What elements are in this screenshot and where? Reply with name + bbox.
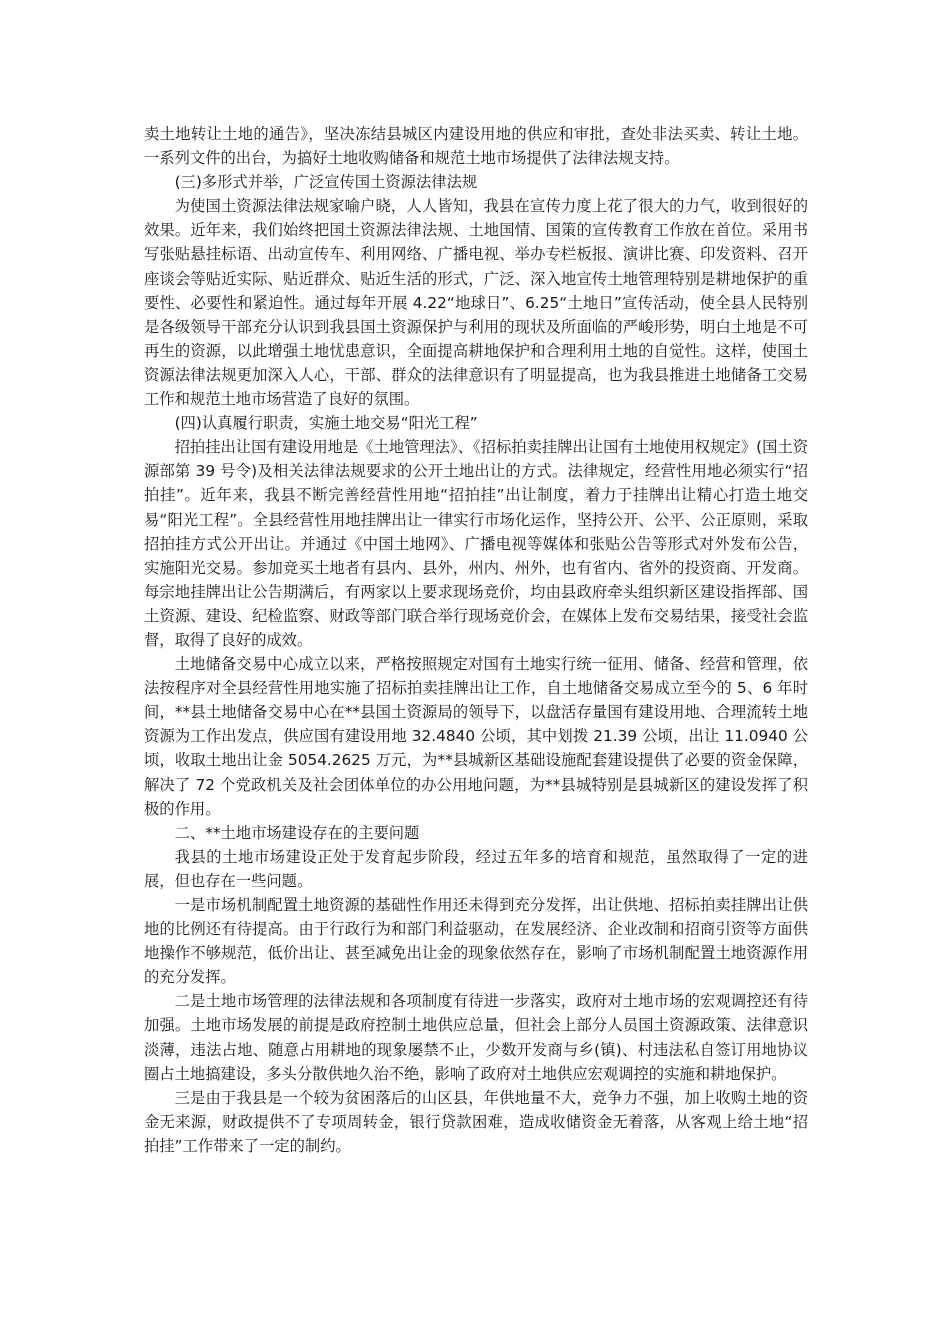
document-body <box>144 122 808 1158</box>
paragraph: 我县的土地市场建设正处于发育起步阶段，经过五年多的培育和规范，虽然取得了一定的进展，但也存在一些问题。 <box>144 847 808 890</box>
section-heading-3: (三)多形式并举，广泛宣传国土资源法律法规 <box>174 173 478 192</box>
paragraph: 一是市场机制配置土地资源的基础性作用还未得到充分发挥，出让供地、招标拍卖挂牌出让供地的比例还有待提高。由于行政行为和部门利益驱动，在发展经济、企业改制和招商引资等方面供地操作不够规范，低价出让、甚至减免出让金的现象依然存在，影响了市场机制配置土地资源作用的充分发挥。 <box>144 896 808 987</box>
paragraph-continuation: 卖土地转让土地的通告》，坚决冻结县城区内建设用地的供应和审批，查处非法买卖、转让土地。一系列文件的出台，为搞好土地收购储备和规范土地市场提供了法律法规支持。 <box>144 125 808 168</box>
paragraph: 土地储备交易中心成立以来，严格按照规定对国有土地实行统一征用、储备、经营和管理，依法按程序对全县经营性用地实施了招标拍卖挂牌出让工作，自土地储备交易成立至今的 5、6 年时间，**县土地储备交易中心在**县国土资源局的领导下，以盘活存量国有建设用地、合理流转土地资源为工作出发点，供应国有建设用地 32.4840 公顷，其中划拨 21.39 公顷，出让 11.0940 公顷，收取土地出让金 5054.2625 万元，为**县城新区基础设施配套建设提供了必要的资金保障，解决了 72 个党政机关及社会团体单位的办公用地问题，为**县城特别是县城新区的建设发挥了积极的作用。 <box>144 655 808 818</box>
section-heading-4: (四)认真履行职责，实施土地交易“阳光工程” <box>174 414 478 433</box>
paragraph: 招拍挂出让国有建设用地是《土地管理法》、《招标拍卖挂牌出让国有土地使用权规定》(国土资源部第 39 号令)及相关法律法规要求的公开土地出让的方式。法律规定，经营性用地必须实行“招拍挂”。近年来，我县不断完善经营性用地“招拍挂”出让制度，着力于挂牌出让精心打造土地交易“阳光工程”。全县经营性用地挂牌出让一律实行市场化运作，坚持公开、公平、公正原则，采取招拍挂方式公开出让。并通过《中国土地网》、广播电视等媒体和张贴公告等形式对外发布公告，实施阳光交易。参加竞买土地者有县内、县外，州内、州外，也有省内、省外的投资商、开发商。每宗地挂牌出让公告期满后，有两家以上要求现场竞价，均由县政府牵头组织新区建设指挥部、国土资源、建设、纪检监察、财政等部门联合举行现场竞价会，在媒体上发布交易结果，接受社会监督，取得了良好的成效。 <box>144 438 808 649</box>
paragraph: 三是由于我县是一个较为贫困落后的山区县，年供地量不大，竞争力不强，加上收购土地的资金无来源，财政提供不了专项周转金，银行贷款困难，造成收储资金无着落，从客观上给土地“招拍挂”工作带来了一定的制约。 <box>144 1088 808 1155</box>
paragraph: 二是土地市场管理的法律法规和各项制度有待进一步落实，政府对土地市场的宏观调控还有待加强。土地市场发展的前提是政府控制土地供应总量，但社会上部分人员国土资源政策、法律意识淡薄，违法占地、随意占用耕地的现象屡禁不止，少数开发商与乡(镇)、村违法私自签订用地协议圈占土地搞建设，多头分散供地久治不绝，影响了政府对土地供应宏观调控的实施和耕地保护。 <box>144 992 808 1083</box>
section-heading-2: 二、**土地市场建设存在的主要问题 <box>174 823 420 842</box>
paragraph: 为使国土资源法律法规家喻户晓，人人皆知，我县在宣传力度上花了很大的力气，收到很好的效果。近年来，我们始终把国土资源法律法规、土地国情、国策的宣传教育工作放在首位。采用书写张贴悬挂标语、出动宣传车、利用网络、广播电视、举办专栏板报、演讲比赛、印发资料、召开座谈会等贴近实际、贴近群众、贴近生活的形式，广泛、深入地宣传土地管理特别是耕地保护的重要性、必要性和紧迫性。通过每年开展 4.22“地球日”、6.25“土地日”宣传活动，使全县人民特别是各级领导干部充分认识到我县国土资源保护与利用的现状及所面临的严峻形势，明白土地是不可再生的资源，以此增强土地忧患意识，全面提高耕地保护和合理利用土地的自觉性。这样，使国土资源法律法规更加深入人心，干部、群众的法律意识有了明显提高，也为我县推进土地储备工交易工作和规范土地市场营造了良好的氛围。 <box>144 197 808 409</box>
